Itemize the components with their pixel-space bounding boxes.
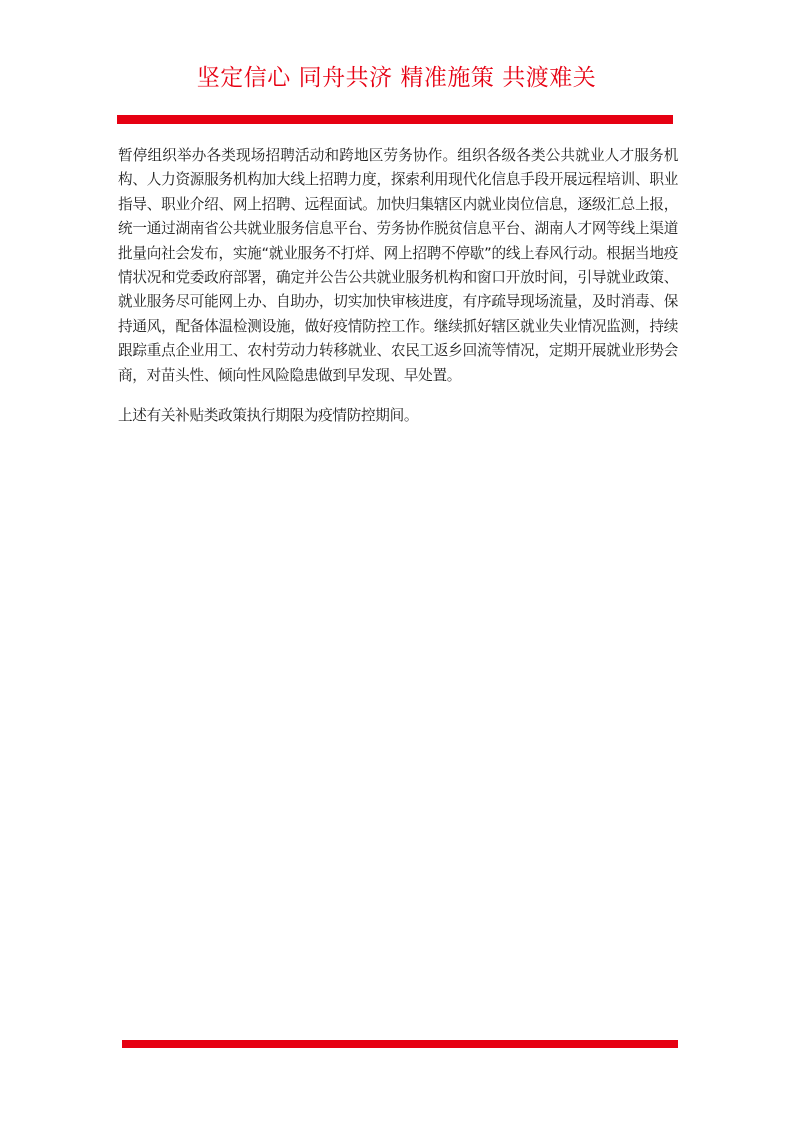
body-paragraph: 暂停组织举办各类现场招聘活动和跨地区劳务协作。组织各级各类公共就业人才服务机构、人力资源服务机构加大线上招聘力度，探索利用现代化信息手段开展远程培训、职业指导、职业介绍、网上招聘、远程面试。加快归集辖区内就业岗位信息，逐级汇总上报，统一通过湖南省公共就业服务信息平台、劳务协作脱贫信息平台、湖南人才网等线上渠道批量向社会发布，实施“就业服务不打烊、网上招聘不停歇”的线上春风行动。根据当地疫情状况和党委政府部署，确定并公告公共就业服务机构和窗口开放时间，引导就业政策、就业服务尽可能网上办、自助办，切实加快审核进度，有序疏导现场流量，及时消毒、保持通风，配备体温检测设施，做好疫情防控工作。继续抓好辖区就业失业情况监测，持续跟踪重点企业用工、农村劳动力转移就业、农民工返乡回流等情况，定期开展就业形势会商，对苗头性、倾向性风险隐患做到早发现、早处置。 [118,147,679,384]
bottom-divider [122,1040,678,1048]
document-body [118,144,678,428]
body-paragraph: 上述有关补贴类政策执行期限为疫情防控期间。 [118,407,419,425]
top-divider [117,115,673,124]
page-title: 坚定信心 同舟共济 精准施策 共渡难关 [196,65,597,91]
